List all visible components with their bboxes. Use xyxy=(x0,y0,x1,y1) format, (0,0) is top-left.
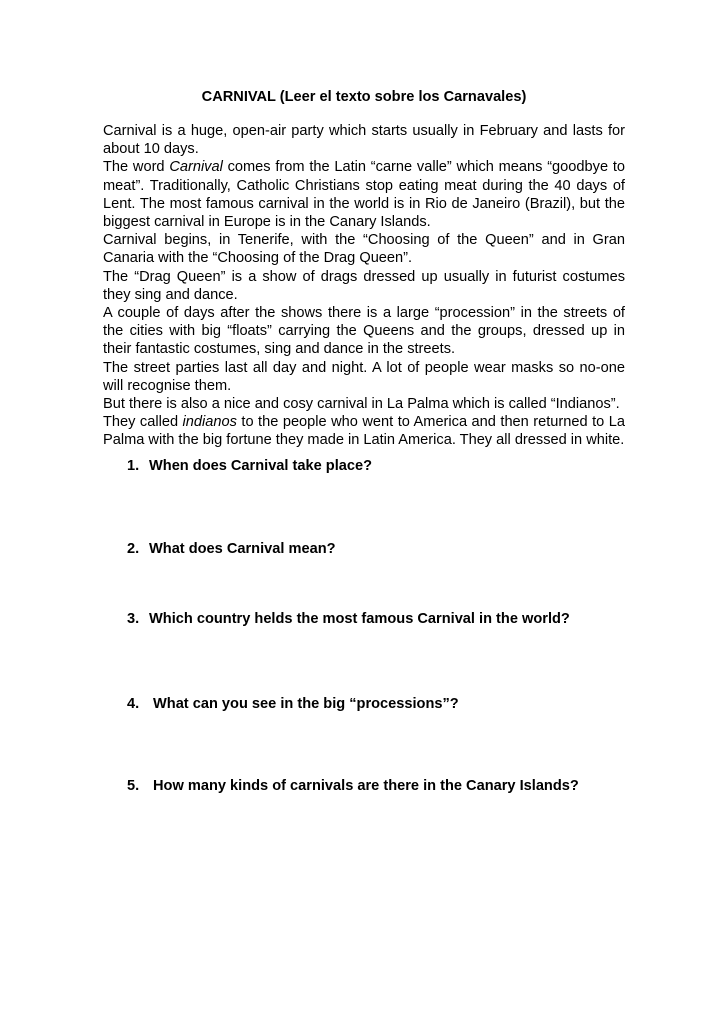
document-title: CARNIVAL (Leer el texto sobre los Carnavales) xyxy=(201,89,527,105)
question-number: 4. xyxy=(127,696,140,712)
question-number: 2. xyxy=(127,541,140,557)
question-text: When does Carnival take place? xyxy=(149,458,373,474)
question-number: 3. xyxy=(127,611,140,627)
paragraph-4 xyxy=(103,268,625,304)
question-item xyxy=(127,777,579,795)
question-text: How many kinds of carnivals are there in the Canary Islands? xyxy=(153,778,579,794)
italic-term: indianos xyxy=(182,414,237,431)
question-item xyxy=(127,457,372,475)
paragraph-text: The street parties last all day and night. A lot of people wear masks so no-one will recognise them. xyxy=(103,359,625,394)
question-number: 1. xyxy=(127,458,140,474)
paragraph-text: Carnival is a huge, open-air party which starts usually in February and lasts for about 10 days. xyxy=(103,123,625,158)
question-text: What can you see in the big “processions”? xyxy=(153,696,459,712)
question-number: 5. xyxy=(127,778,140,794)
paragraph-text: to the people who went to America and then returned to La Palma with the big fortune they made in Latin America. They all dressed in white. xyxy=(103,414,626,449)
question-item xyxy=(127,695,459,713)
paragraph-text: They called xyxy=(103,414,183,431)
question-item xyxy=(127,610,570,628)
reading-text xyxy=(103,122,625,450)
paragraph-6 xyxy=(103,359,625,395)
paragraph-text: A couple of days after the shows there is a large “procession” in the streets of the cities with big “floats” carrying the Queens and the groups, dressed up in their fantastic costumes, sing and dance in the streets. xyxy=(103,305,625,358)
question-text: What does Carnival mean? xyxy=(149,541,336,557)
paragraph-5 xyxy=(103,304,625,359)
paragraph-7 xyxy=(103,395,625,413)
italic-term: Carnival xyxy=(169,159,223,176)
document-page xyxy=(103,0,625,1030)
question-item xyxy=(127,540,336,558)
paragraph-text: Carnival begins, in Tenerife, with the “Choosing of the Queen” and in Gran Canaria with the “Choosing of the Drag Queen”. xyxy=(103,232,625,267)
paragraph-3 xyxy=(103,231,625,267)
paragraph-text: The “Drag Queen” is a show of drags dressed up usually in futurist costumes they sing and dance. xyxy=(103,268,625,303)
paragraph-8 xyxy=(103,413,625,449)
paragraph-1 xyxy=(103,122,625,158)
paragraph-2 xyxy=(103,158,625,231)
paragraph-text: comes from the Latin “carne valle” which means “goodbye to meat”. Traditionally, Catholic Christians stop eating meat during the 40 days of Lent. The most famous carnival in the world is in Rio de Janeiro (Brazil), but the biggest carnival in Europe is in the Canary Islands. xyxy=(103,159,625,231)
question-text: Which country helds the most famous Carnival in the world? xyxy=(149,611,570,627)
paragraph-text: The word xyxy=(103,159,170,176)
paragraph-text: But there is also a nice and cosy carnival in La Palma which is called “Indianos”. xyxy=(103,396,620,413)
